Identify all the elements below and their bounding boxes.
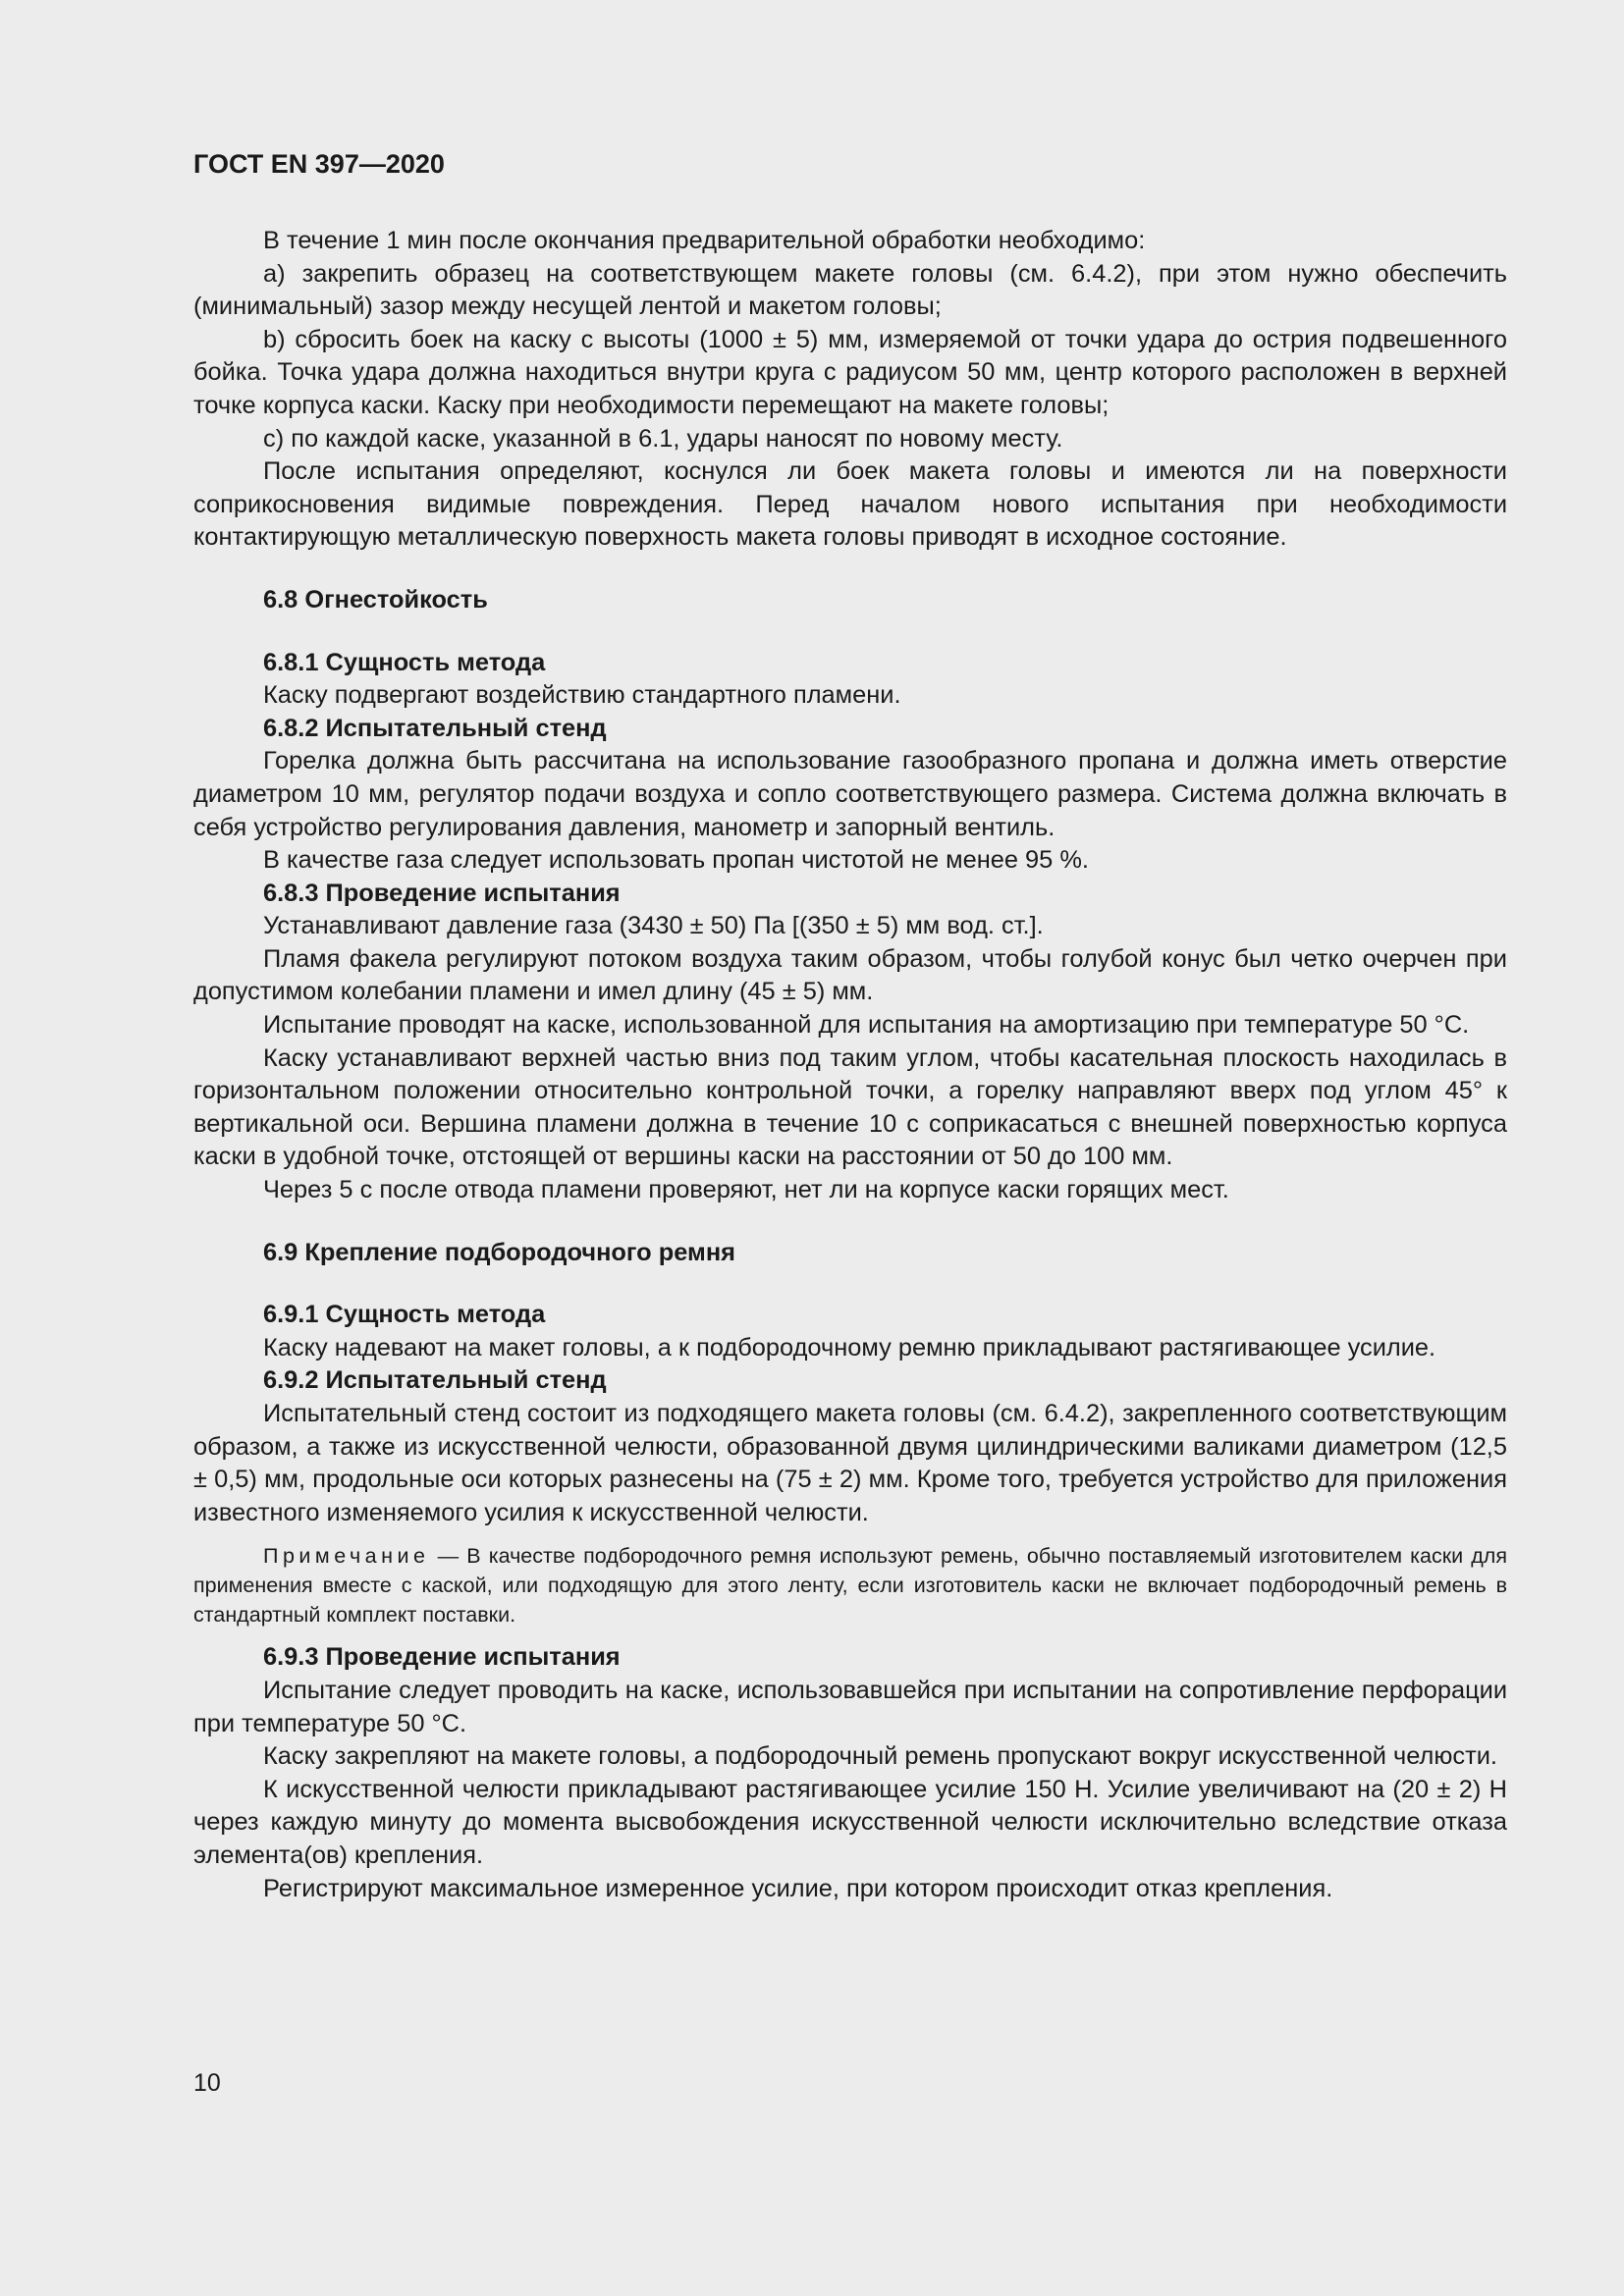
- intro-item-b: b) сбросить боек на каску с высоты (1000 ± 5) мм, измеряемой от точки удара до острия подвешенного бойка. Точка удара должна находиться внутри круга с радиусом 50 мм, центр которого расположен в верхней точке корпуса каски. Каску при необходимости перемещают на макете головы;: [193, 325, 1507, 419]
- intro-item-c: c) по каждой каске, указанной в 6.1, удары наносят по новому месту.: [263, 424, 1063, 453]
- note-label: Примечание: [263, 1544, 430, 1569]
- section-6-9-3-text-1: Испытание следует проводить на каске, использовавшейся при испытании на сопротивление перфорации при температуре 50 °C.: [193, 1676, 1507, 1737]
- section-6-8-2-title: 6.8.2 Испытательный стенд: [263, 714, 607, 742]
- note: [193, 1541, 1507, 1629]
- section-6-8-3-text-4: Каску устанавливают верхней частью вниз под таким углом, чтобы касательная плоскость находилась в горизонтальном положении относительно контрольной точки, а горелку направляют вверх под углом 45° к вертикальной оси. Вершина пламени должна в течение 10 с соприкасаться с внешней поверхностью корпуса каски в удобной точке, отстоящей от вершины каски на расстоянии от 50 до 100 мм.: [193, 1043, 1507, 1171]
- section-6-8-1-title: 6.8.1 Сущность метода: [263, 648, 546, 676]
- intro-paragraph-after-test: После испытания определяют, коснулся ли боек макета головы и имеются ли на поверхности соприкосновения видимые повреждения. Перед началом нового испытания при необходимости контактирующую металлическую поверхность макета головы приводят в исходное состояние.: [193, 457, 1507, 552]
- section-6-8-3-text-1: Устанавливают давление газа (3430 ± 50) Па [(350 ± 5) мм вод. ст.].: [263, 912, 1044, 940]
- note-text: — В качестве подбородочного ремня используют ремень, обычно поставляемый изготовителем каски для применения вместе с каской, или подходящую для этого ленту, если изготовитель каски не включает подбородочный ремень в стандартный комплект поставки.: [193, 1544, 1507, 1628]
- document-header: ГОСТ EN 397—2020: [193, 149, 445, 179]
- section-6-9-3-title: 6.9.3 Проведение испытания: [263, 1643, 621, 1672]
- section-6-9-3-text-2: Каску закрепляют на макете головы, а подбородочный ремень пропускают вокруг искусственной челюсти.: [263, 1742, 1497, 1771]
- intro-paragraph: В течение 1 мин после окончания предварительной обработки необходимо:: [263, 227, 1146, 254]
- intro-item-a: a) закрепить образец на соответствующем макете головы (см. 6.4.2), при этом нужно обеспечить (минимальный) зазор между несущей лентой и макетом головы;: [193, 259, 1507, 321]
- section-6-9-3-text-3: К искусственной челюсти прикладывают растягивающее усилие 150 Н. Усилие увеличивают на (20 ± 2) Н через каждую минуту до момента высвобождения искусственной челюсти исключительно вследствие отказа элемента(ов) крепления.: [193, 1775, 1507, 1869]
- section-6-8-3-text-3: Испытание проводят на каске, использованной для испытания на амортизацию при температуре 50 °C.: [263, 1011, 1470, 1040]
- section-6-8-2-text-2: В качестве газа следует использовать пропан чистотой не менее 95 %.: [263, 846, 1089, 875]
- section-6-8-3-text-5: Через 5 с после отвода пламени проверяют, нет ли на корпусе каски горящих мест.: [263, 1176, 1229, 1204]
- section-6-8-3-title: 6.8.3 Проведение испытания: [263, 879, 621, 907]
- section-6-8-1-text: Каску подвергают воздействию стандартного пламени.: [263, 681, 901, 710]
- section-6-8-2-text-1: Горелка должна быть рассчитана на использование газообразного пропана и должна иметь отверстие диаметром 10 мм, регулятор подачи воздуха и сопло соответствующего размера. Система должна включать в себя устройство регулирования давления, манометр и запорный вентиль.: [193, 747, 1507, 841]
- section-6-9-title: 6.9 Крепление подбородочного ремня: [263, 1238, 735, 1266]
- section-6-9-1-title: 6.9.1 Сущность метода: [263, 1301, 546, 1329]
- section-6-9-2-title: 6.9.2 Испытательный стенд: [263, 1366, 607, 1395]
- page-number: 10: [193, 2069, 221, 2097]
- section-6-9-3-text-4: Регистрируют максимальное измеренное усилие, при котором происходит отказ крепления.: [263, 1874, 1333, 1902]
- section-6-9-1-text: Каску надевают на макет головы, а к подбородочному ремню прикладывают растягивающее усилие.: [263, 1333, 1436, 1362]
- section-6-8-title: 6.8 Огнестойкость: [263, 585, 488, 614]
- document-page: [193, 147, 1507, 1905]
- section-6-9-2-text: Испытательный стенд состоит из подходящего макета головы (см. 6.4.2), закрепленного соответствующим образом, а также из искусственной челюсти, образованной двумя цилиндрическими валиками диаметром (12,5 ± 0,5) мм, продольные оси которых разнесены на (75 ± 2) мм. Кроме того, требуется устройство для приложения известного изменяемого усилия к искусственной челюсти.: [193, 1400, 1507, 1526]
- section-6-8-3-text-2: Пламя факела регулируют потоком воздуха таким образом, чтобы голубой конус был четко очерчен при допустимом колебании пламени и имел длину (45 ± 5) мм.: [193, 944, 1507, 1006]
